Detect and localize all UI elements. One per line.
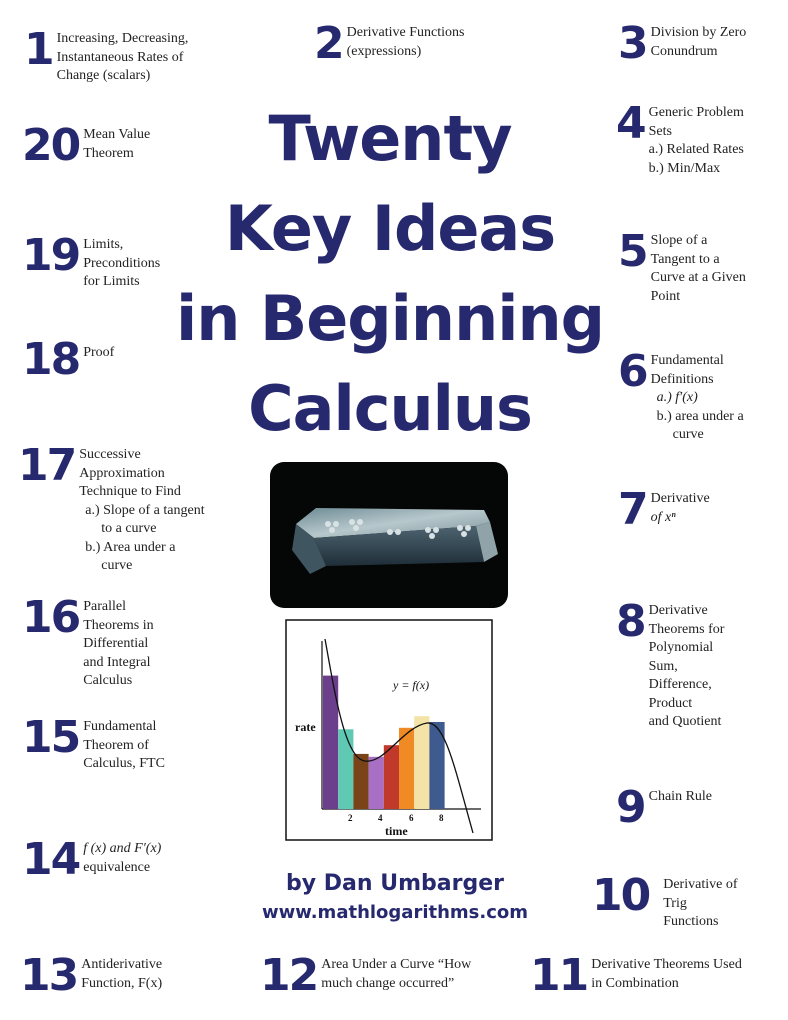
idea-line: Product bbox=[648, 695, 693, 711]
x-tick-label: 4 bbox=[378, 813, 383, 823]
idea-number: 17 bbox=[18, 440, 76, 491]
idea-text bbox=[591, 956, 742, 993]
idea-line: b.) area under a bbox=[656, 408, 744, 424]
idea-line: Proof bbox=[83, 345, 115, 360]
idea-line: to a curve bbox=[101, 521, 157, 536]
idea-line: Functions bbox=[663, 914, 719, 929]
rate-bar bbox=[399, 728, 414, 809]
idea-text bbox=[83, 718, 165, 774]
y-axis-label: rate bbox=[295, 720, 316, 734]
idea-number: 2 bbox=[314, 18, 343, 69]
idea-14 bbox=[22, 834, 162, 885]
idea-text bbox=[651, 232, 746, 306]
idea-number: 18 bbox=[22, 334, 80, 385]
idea-1 bbox=[24, 24, 189, 86]
idea-text bbox=[83, 344, 114, 363]
metal-strip-photo bbox=[270, 462, 508, 608]
idea-line: a.) Related Rates bbox=[648, 142, 744, 157]
idea-line: Theorems for bbox=[648, 621, 725, 637]
idea-line: Derivative bbox=[648, 603, 708, 618]
idea-line: and Integral bbox=[83, 654, 151, 670]
idea-line: Function, F(x) bbox=[81, 975, 163, 991]
idea-line: much change occurred” bbox=[321, 975, 455, 991]
x-tick-label: 8 bbox=[439, 813, 444, 823]
idea-line: curve bbox=[101, 558, 133, 573]
idea-line: Derivative Functions bbox=[346, 25, 465, 40]
idea-10 bbox=[592, 870, 738, 932]
idea-line: Theorems in bbox=[83, 617, 154, 633]
idea-line: and Quotient bbox=[648, 714, 722, 729]
idea-16 bbox=[22, 592, 154, 691]
idea-line: Antiderivative bbox=[81, 957, 163, 972]
title-line: Twenty bbox=[268, 102, 512, 175]
idea-6 bbox=[618, 346, 744, 445]
idea-line: Derivative bbox=[650, 491, 710, 506]
idea-line: b.) Area under a bbox=[85, 539, 176, 555]
rate-bar bbox=[353, 754, 368, 809]
idea-line: a.) Slope of a tangent bbox=[85, 502, 205, 518]
idea-5 bbox=[618, 226, 746, 306]
idea-text bbox=[79, 446, 204, 576]
idea-line: curve bbox=[672, 427, 704, 442]
idea-line: Trig bbox=[663, 895, 687, 911]
idea-number: 5 bbox=[618, 226, 647, 277]
idea-number: 20 bbox=[22, 120, 80, 171]
idea-text bbox=[651, 24, 747, 61]
rate-bar bbox=[369, 757, 384, 809]
idea-2 bbox=[314, 18, 465, 69]
idea-number: 4 bbox=[616, 98, 645, 149]
idea-line: Theorem of bbox=[83, 737, 149, 753]
idea-number: 7 bbox=[618, 484, 647, 535]
idea-text bbox=[649, 104, 744, 178]
idea-17 bbox=[18, 440, 205, 576]
idea-line: Slope of a bbox=[650, 233, 708, 248]
idea-text bbox=[651, 352, 744, 445]
poster-title bbox=[150, 94, 630, 454]
idea-line: Generic Problem bbox=[648, 105, 744, 120]
rate-bar bbox=[338, 729, 353, 809]
idea-text bbox=[651, 490, 710, 527]
idea-3 bbox=[618, 18, 747, 69]
idea-9 bbox=[616, 782, 713, 833]
idea-number: 9 bbox=[616, 782, 645, 833]
idea-4 bbox=[616, 98, 744, 178]
idea-number: 12 bbox=[260, 950, 318, 1001]
idea-line: in Combination bbox=[591, 975, 679, 991]
rate-bar bbox=[384, 745, 399, 809]
idea-8 bbox=[616, 596, 725, 732]
idea-line: Differential bbox=[83, 636, 149, 651]
idea-text bbox=[663, 876, 737, 932]
idea-number: 16 bbox=[22, 592, 80, 643]
idea-number: 11 bbox=[530, 950, 588, 1001]
idea-line: Polynomial bbox=[648, 640, 714, 655]
idea-number: 3 bbox=[618, 18, 647, 69]
idea-20 bbox=[22, 120, 151, 171]
author-block bbox=[230, 868, 560, 926]
idea-line: Successive bbox=[79, 447, 141, 462]
idea-line: Limits, bbox=[83, 237, 124, 252]
idea-text bbox=[347, 24, 465, 61]
idea-text bbox=[81, 956, 162, 993]
idea-18 bbox=[22, 334, 115, 385]
idea-text bbox=[649, 602, 725, 732]
idea-line: f (x) and F′(x) bbox=[83, 841, 162, 856]
idea-line: Derivative of bbox=[663, 877, 738, 892]
idea-number: 13 bbox=[20, 950, 78, 1001]
idea-text bbox=[649, 788, 712, 807]
idea-12 bbox=[260, 950, 472, 1001]
curve-label: y = f(x) bbox=[393, 678, 430, 692]
idea-line: Derivative Theorems Used bbox=[591, 957, 742, 972]
idea-13 bbox=[20, 950, 163, 1001]
idea-line: Tangent to a bbox=[650, 251, 720, 267]
title-line: Key Ideas bbox=[224, 192, 556, 265]
idea-line: Preconditions bbox=[83, 255, 161, 271]
idea-text bbox=[83, 598, 153, 691]
idea-text bbox=[57, 30, 189, 86]
idea-line: Chain Rule bbox=[648, 789, 713, 804]
idea-number: 1 bbox=[24, 24, 53, 75]
idea-line: Division by Zero bbox=[650, 25, 747, 40]
idea-line: Mean Value bbox=[83, 127, 151, 142]
idea-line: Sets bbox=[648, 123, 672, 139]
idea-line: Fundamental bbox=[650, 353, 724, 368]
idea-line: Calculus bbox=[83, 673, 133, 688]
author-byline: by Dan Umbarger bbox=[286, 871, 504, 896]
author-website[interactable]: www.mathlogarithms.com bbox=[261, 902, 529, 923]
idea-line: a.) f′(x) bbox=[656, 390, 698, 405]
idea-text bbox=[83, 840, 161, 877]
idea-11 bbox=[530, 950, 742, 1001]
idea-line: Curve at a Given bbox=[650, 270, 746, 285]
idea-text bbox=[321, 956, 471, 993]
idea-line: Instantaneous Rates of bbox=[56, 49, 184, 65]
idea-line: Fundamental bbox=[83, 719, 157, 734]
title-line: in Beginning bbox=[176, 282, 604, 355]
idea-number: 15 bbox=[22, 712, 80, 763]
idea-line: (expressions) bbox=[346, 43, 422, 59]
x-tick-label: 2 bbox=[348, 813, 353, 823]
idea-line: b.) Min/Max bbox=[648, 160, 721, 176]
idea-number: 14 bbox=[22, 834, 80, 885]
rate-bar bbox=[414, 716, 429, 809]
idea-line: Conundrum bbox=[650, 43, 718, 59]
idea-line: Point bbox=[650, 288, 681, 304]
idea-19 bbox=[22, 230, 161, 292]
idea-line: Technique to Find bbox=[79, 484, 181, 499]
idea-number: 8 bbox=[616, 596, 645, 647]
idea-line: Calculus, FTC bbox=[83, 756, 165, 771]
idea-line: Definitions bbox=[650, 371, 714, 387]
idea-line: Increasing, Decreasing, bbox=[56, 31, 189, 46]
title-line: Calculus bbox=[248, 372, 532, 445]
idea-line: Difference, bbox=[648, 677, 712, 692]
idea-line: Area Under a Curve “How bbox=[321, 957, 472, 972]
idea-15 bbox=[22, 712, 165, 774]
idea-7 bbox=[618, 484, 710, 535]
idea-text bbox=[83, 236, 160, 292]
idea-line: Parallel bbox=[83, 599, 126, 614]
rate-graph bbox=[285, 619, 493, 841]
idea-number: 6 bbox=[618, 346, 647, 397]
idea-number: 19 bbox=[22, 230, 80, 281]
idea-line: Change (scalars) bbox=[56, 68, 151, 83]
idea-line: for Limits bbox=[83, 274, 140, 289]
x-tick-label: 6 bbox=[409, 813, 414, 823]
idea-line: of xⁿ bbox=[650, 509, 676, 525]
idea-line: Sum, bbox=[648, 658, 678, 674]
idea-number: 10 bbox=[592, 870, 650, 921]
x-axis-label: time bbox=[385, 824, 408, 838]
idea-line: equivalence bbox=[83, 859, 151, 875]
idea-text bbox=[83, 126, 150, 163]
idea-line: Approximation bbox=[79, 465, 165, 481]
idea-line: Theorem bbox=[83, 145, 134, 161]
